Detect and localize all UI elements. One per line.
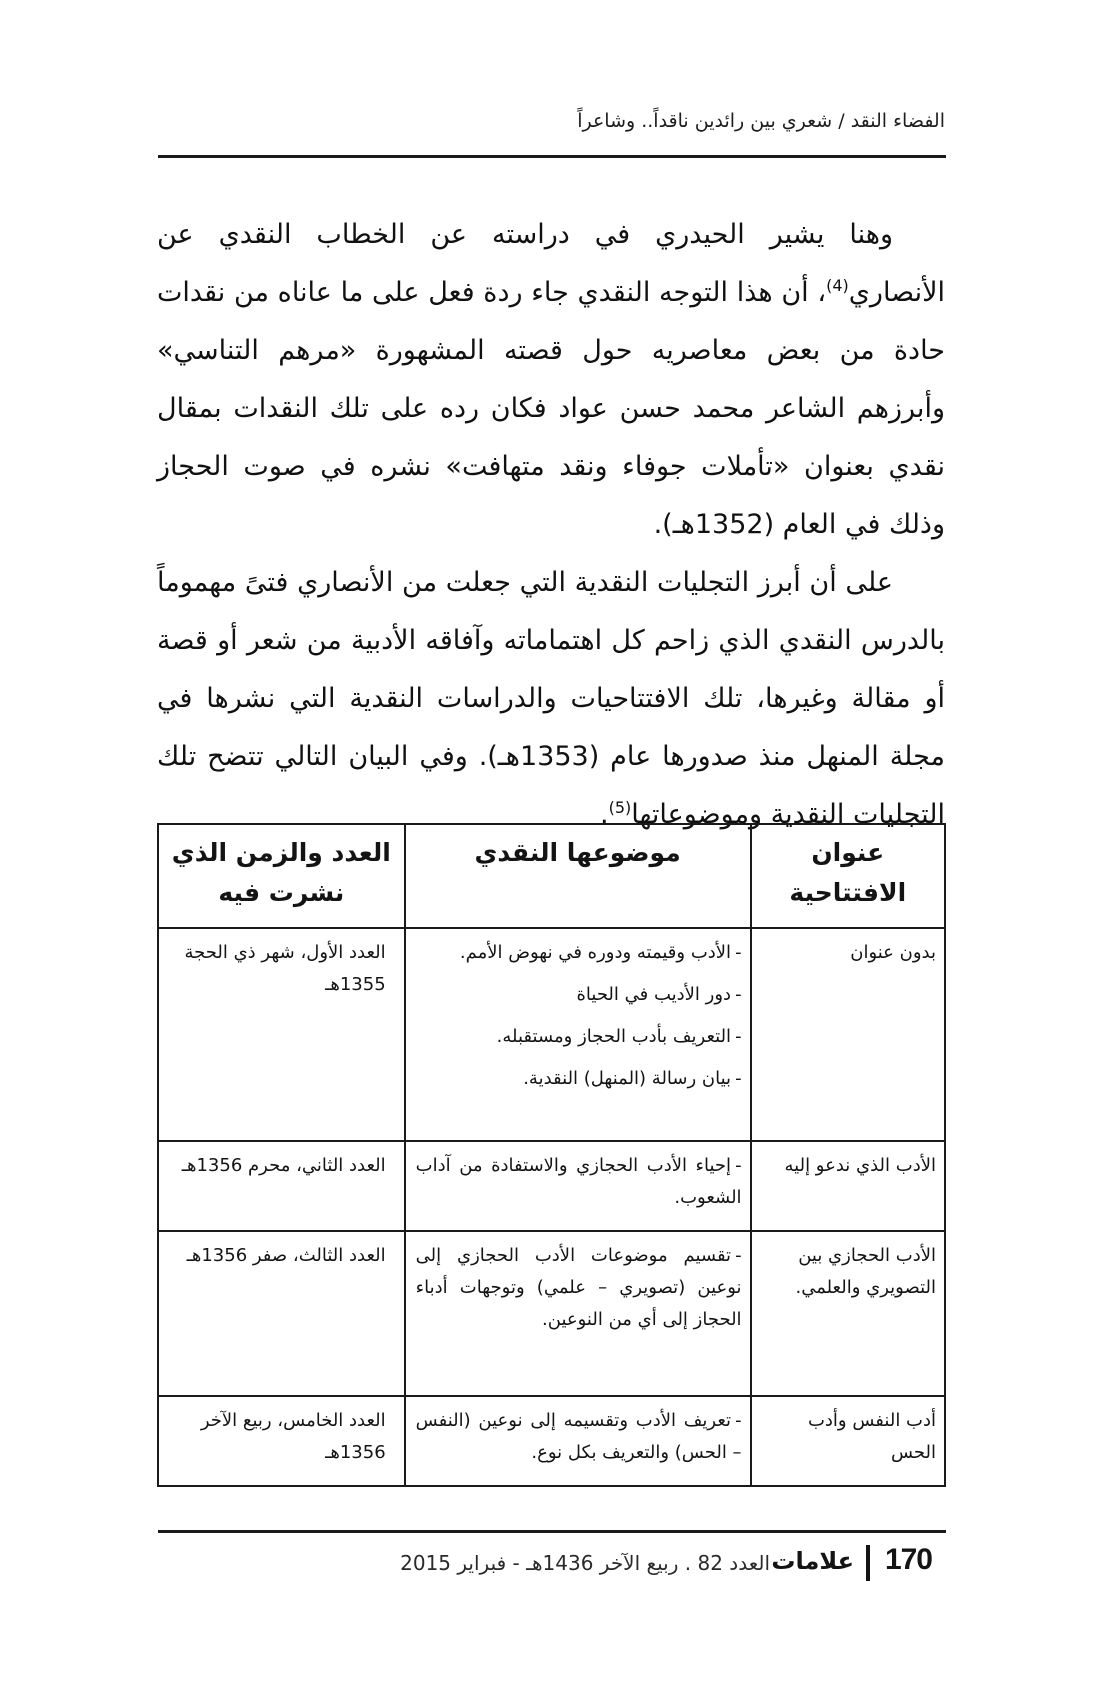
topic-item: -بيان رسالة (المنهل) النقدية. xyxy=(523,1068,742,1089)
footnote-ref-4: (4) xyxy=(826,276,849,295)
header-issue-date: العدد والزمن الذي نشرت فيه xyxy=(158,824,405,928)
editorial-title-cell: أدب النفس وأدب الحس xyxy=(751,1396,945,1486)
issue-date-cell: العدد الثالث، صفر 1356هـ xyxy=(158,1231,405,1396)
paragraph-1 xyxy=(157,206,945,554)
table-row xyxy=(158,1396,945,1486)
paragraph-2-end: . xyxy=(599,799,609,830)
editorial-title-cell: الأدب الذي ندعو إليه xyxy=(751,1141,945,1231)
header-rule xyxy=(158,155,946,158)
body-text xyxy=(157,206,945,844)
header-editorial-title: عنوان الافتتاحية xyxy=(751,824,945,928)
topic-cell xyxy=(405,1396,751,1486)
topic-item: -إحياء الأدب الحجازي والاستفادة من آداب الشعوب. xyxy=(415,1155,742,1208)
table-row xyxy=(158,1231,945,1396)
page-footer xyxy=(158,1541,946,1591)
topic-cell xyxy=(405,928,751,1141)
header-critical-topic: موضوعها النقدي xyxy=(405,824,751,928)
magazine-logo: علامات xyxy=(771,1547,854,1575)
topic-item: -التعريف بأدب الحجاز ومستقبله. xyxy=(496,1026,742,1047)
topic-item: -دور الأديب في الحياة xyxy=(576,984,742,1005)
topic-cell xyxy=(405,1231,751,1396)
issue-date-cell: العدد الأول، شهر ذي الحجة 1355هـ xyxy=(158,928,405,1141)
editorials-table xyxy=(157,823,946,1487)
editorial-title-cell: الأدب الحجازي بين التصويري والعلمي. xyxy=(751,1231,945,1396)
paragraph-1-part-a: وهنا يشير الحيدري في دراسته عن الخطاب النقدي عن الأنصاري xyxy=(157,219,945,308)
issue-date-cell: العدد الخامس، ربيع الآخر 1356هـ xyxy=(158,1396,405,1486)
topic-item: -الأدب وقيمته ودوره في نهوض الأمم. xyxy=(459,942,742,963)
table-header-row xyxy=(158,824,945,928)
footer-separator xyxy=(866,1545,870,1581)
editorial-title-cell: بدون عنوان xyxy=(751,928,945,1141)
page-number: 170 xyxy=(884,1543,932,1576)
footnote-ref-5: (5) xyxy=(608,798,632,817)
paragraph-2 xyxy=(157,554,945,844)
topic-item: -تقسيم موضوعات الأدب الحجازي إلى نوعين (تصويري – علمي) وتوجهات أدباء الحجاز إلى أي من النوعين. xyxy=(415,1245,742,1330)
topic-item: -تعريف الأدب وتقسيمه إلى نوعين (النفس – الحس) والتعريف بكل نوع. xyxy=(415,1410,742,1463)
footer-rule xyxy=(158,1530,946,1533)
paragraph-1-part-b: ، أن هذا التوجه النقدي جاء ردة فعل على ما عاناه من نقدات حادة من بعض معاصريه حول قصته المشهورة «مرهم التناسي» وأبرزهم الشاعر محمد حسن عواد فكان رده على تلك النقدات بمقال نقدي بعنوان «تأملات جوفاء ونقد متهافت» نشره في صوت الحجاز وذلك في العام (1352هـ). xyxy=(157,277,945,540)
paragraph-2-text: على أن أبرز التجليات النقدية التي جعلت من الأنصاري فتىً مهموماً بالدرس النقدي الذي زاحم كل اهتماماته وآفاقه الأدبية من شعر أو قصة أو مقالة وغيرها، تلك الافتتاحيات والدراسات النقدية التي نشرها في مجلة المنهل منذ صدورها عام (1353هـ). وفي البيان التالي تتضح تلك التجليات النقدية وموضوعاتها xyxy=(157,567,945,830)
table-row xyxy=(158,928,945,1141)
table-row xyxy=(158,1141,945,1231)
topic-cell xyxy=(405,1141,751,1231)
running-header: الفضاء النقد / شعري بين رائدين ناقداً.. وشاعراً xyxy=(577,110,945,132)
issue-date-cell: العدد الثاني، محرم 1356هـ xyxy=(158,1141,405,1231)
issue-info: العدد 82 . ربيع الآخر 1436هـ - فبراير 2015 xyxy=(400,1551,770,1575)
